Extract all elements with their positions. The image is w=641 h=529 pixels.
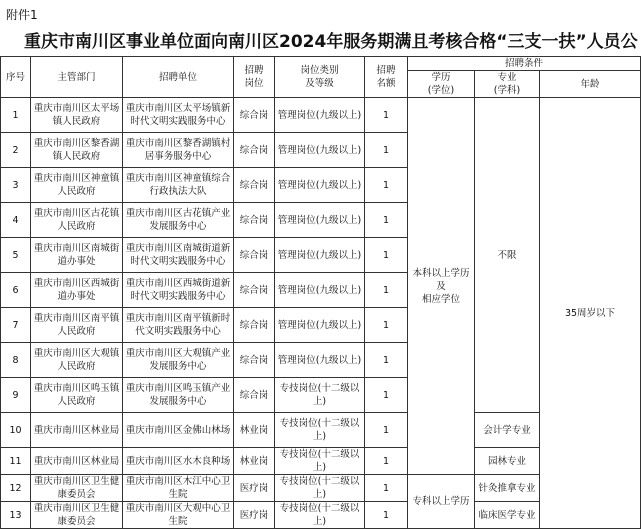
header-post-line1: 招聘 bbox=[244, 65, 264, 76]
row-dept: 重庆市南川区神童镇人民政府 bbox=[31, 168, 123, 203]
major-cell: 会计学专业 bbox=[475, 413, 540, 448]
row-dept: 重庆市南川区黎香湖镇人民政府 bbox=[31, 133, 123, 168]
row-post: 综合岗 bbox=[234, 133, 275, 168]
row-post: 综合岗 bbox=[234, 378, 275, 413]
row-seq: 1 bbox=[1, 98, 31, 133]
row-seq: 2 bbox=[1, 133, 31, 168]
row-dept: 重庆市南川区古花镇人民政府 bbox=[31, 203, 123, 238]
header-post bbox=[234, 57, 275, 98]
row-post: 医疗岗 bbox=[234, 475, 275, 502]
row-count: 1 bbox=[365, 413, 408, 448]
row-count: 1 bbox=[365, 238, 408, 273]
header-major-line2: (学科) bbox=[493, 85, 521, 96]
row-category: 管理岗位(九级以上) bbox=[275, 168, 365, 203]
row-category: 专技岗位(十二级以上) bbox=[275, 502, 365, 529]
row-seq: 12 bbox=[1, 475, 31, 502]
row-count: 1 bbox=[365, 378, 408, 413]
row-dept: 重庆市南川区西城街道办事处 bbox=[31, 273, 123, 308]
row-dept: 重庆市南川区南城街道办事处 bbox=[31, 238, 123, 273]
major-cell: 针灸推拿专业 bbox=[475, 475, 540, 502]
row-unit: 重庆市南川区大观中心卫生院 bbox=[123, 502, 234, 529]
header-conditions: 招聘条件 bbox=[408, 57, 641, 71]
row-seq: 7 bbox=[1, 308, 31, 343]
row-unit: 重庆市南川区太平场镇新时代文明实践服务中心 bbox=[123, 98, 234, 133]
row-category: 管理岗位(九级以上) bbox=[275, 308, 365, 343]
header-education bbox=[408, 71, 475, 98]
major-cell: 临床医学专业 bbox=[475, 502, 540, 529]
row-dept: 重庆市南川区林业局 bbox=[31, 413, 123, 448]
row-dept: 重庆市南川区鸣玉镇人民政府 bbox=[31, 378, 123, 413]
row-post: 林业岗 bbox=[234, 413, 275, 448]
row-post: 林业岗 bbox=[234, 448, 275, 475]
education-merged-2: 专科以上学历 bbox=[408, 475, 475, 529]
header-count-line1: 招聘 bbox=[376, 65, 396, 76]
row-post: 综合岗 bbox=[234, 98, 275, 133]
row-unit: 重庆市南川区黎香湖镇村居事务服务中心 bbox=[123, 133, 234, 168]
education-line: 相应学位 bbox=[421, 293, 460, 305]
header-count-line2: 名额 bbox=[376, 78, 396, 89]
header-seq: 序号 bbox=[1, 57, 31, 98]
row-post: 医疗岗 bbox=[234, 502, 275, 529]
header-education-line1: 学历 bbox=[431, 72, 451, 83]
row-unit: 重庆市南川区南城街道新时代文明实践服务中心 bbox=[123, 238, 234, 273]
row-category: 专技岗位(十二级以上) bbox=[275, 448, 365, 475]
row-category: 管理岗位(九级以上) bbox=[275, 238, 365, 273]
header-education-line2: (学位) bbox=[427, 85, 455, 96]
row-post: 综合岗 bbox=[234, 168, 275, 203]
row-dept: 重庆市南川区太平场镇人民政府 bbox=[31, 98, 123, 133]
row-unit: 重庆市南川区古花镇产业发展服务中心 bbox=[123, 203, 234, 238]
major-cell: 园林专业 bbox=[475, 448, 540, 475]
row-post: 综合岗 bbox=[234, 273, 275, 308]
row-seq: 13 bbox=[1, 502, 31, 529]
row-count: 1 bbox=[365, 343, 408, 378]
row-seq: 8 bbox=[1, 343, 31, 378]
header-post-line2: 岗位 bbox=[244, 78, 264, 89]
header-age: 年龄 bbox=[540, 71, 641, 98]
row-count: 1 bbox=[365, 203, 408, 238]
row-count: 1 bbox=[365, 168, 408, 203]
row-category: 专技岗位(十二级以上) bbox=[275, 475, 365, 502]
age-merged: 35周岁以下 bbox=[540, 98, 641, 529]
row-seq: 11 bbox=[1, 448, 31, 475]
row-dept: 重庆市南川区南平镇人民政府 bbox=[31, 308, 123, 343]
row-count: 1 bbox=[365, 273, 408, 308]
row-post: 综合岗 bbox=[234, 343, 275, 378]
document-title: 重庆市南川区事业单位面向南川区2024年服务期满且考核合格“三支一扶”人员公 bbox=[24, 32, 638, 52]
row-unit: 重庆市南川区金佛山林场 bbox=[123, 413, 234, 448]
header-category bbox=[275, 57, 365, 98]
major-unlimited: 不限 bbox=[475, 98, 540, 413]
row-count: 1 bbox=[365, 448, 408, 475]
header-unit: 招聘单位 bbox=[123, 57, 234, 98]
header-category-line1: 岗位类别 bbox=[300, 65, 339, 76]
education-line: 本科以上学历及 bbox=[412, 267, 470, 292]
row-unit: 重庆市南川区水木良种场 bbox=[123, 448, 234, 475]
header-major-line1: 专业 bbox=[497, 72, 517, 83]
row-seq: 6 bbox=[1, 273, 31, 308]
header-count bbox=[365, 57, 408, 98]
row-count: 1 bbox=[365, 98, 408, 133]
row-post: 综合岗 bbox=[234, 203, 275, 238]
row-count: 1 bbox=[365, 133, 408, 168]
row-seq: 3 bbox=[1, 168, 31, 203]
row-category: 管理岗位(九级以上) bbox=[275, 203, 365, 238]
row-dept: 重庆市南川区卫生健康委员会 bbox=[31, 502, 123, 529]
row-unit: 重庆市南川区大观镇产业发展服务中心 bbox=[123, 343, 234, 378]
row-seq: 5 bbox=[1, 238, 31, 273]
row-category: 专技岗位(十二级以上) bbox=[275, 413, 365, 448]
row-post: 综合岗 bbox=[234, 238, 275, 273]
row-dept: 重庆市南川区林业局 bbox=[31, 448, 123, 475]
row-unit: 重庆市南川区神童镇综合行政执法大队 bbox=[123, 168, 234, 203]
row-category: 管理岗位(九级以上) bbox=[275, 273, 365, 308]
row-unit: 重庆市南川区鸣玉镇产业发展服务中心 bbox=[123, 378, 234, 413]
row-category: 管理岗位(九级以上) bbox=[275, 133, 365, 168]
row-unit: 重庆市南川区木江中心卫生院 bbox=[123, 475, 234, 502]
row-post: 综合岗 bbox=[234, 308, 275, 343]
row-seq: 9 bbox=[1, 378, 31, 413]
header-row-1 bbox=[1, 57, 641, 71]
header-category-line2: 及等级 bbox=[305, 78, 334, 89]
row-dept: 重庆市南川区卫生健康委员会 bbox=[31, 475, 123, 502]
row-seq: 10 bbox=[1, 413, 31, 448]
header-major bbox=[475, 71, 540, 98]
row-count: 1 bbox=[365, 475, 408, 502]
row-count: 1 bbox=[365, 308, 408, 343]
row-count: 1 bbox=[365, 502, 408, 529]
header-dept: 主管部门 bbox=[31, 57, 123, 98]
table-row bbox=[1, 98, 641, 133]
education-merged-1 bbox=[408, 98, 475, 475]
row-dept: 重庆市南川区大观镇人民政府 bbox=[31, 343, 123, 378]
row-category: 管理岗位(九级以上) bbox=[275, 343, 365, 378]
row-category: 管理岗位(九级以上) bbox=[275, 98, 365, 133]
row-unit: 重庆市南川区西城街道新时代文明实践服务中心 bbox=[123, 273, 234, 308]
row-seq: 4 bbox=[1, 203, 31, 238]
row-category: 专技岗位(十二级以上) bbox=[275, 378, 365, 413]
recruitment-table bbox=[0, 56, 641, 529]
attachment-label: 附件1 bbox=[6, 8, 38, 22]
row-unit: 重庆市南川区南平镇新时代文明实践服务中心 bbox=[123, 308, 234, 343]
